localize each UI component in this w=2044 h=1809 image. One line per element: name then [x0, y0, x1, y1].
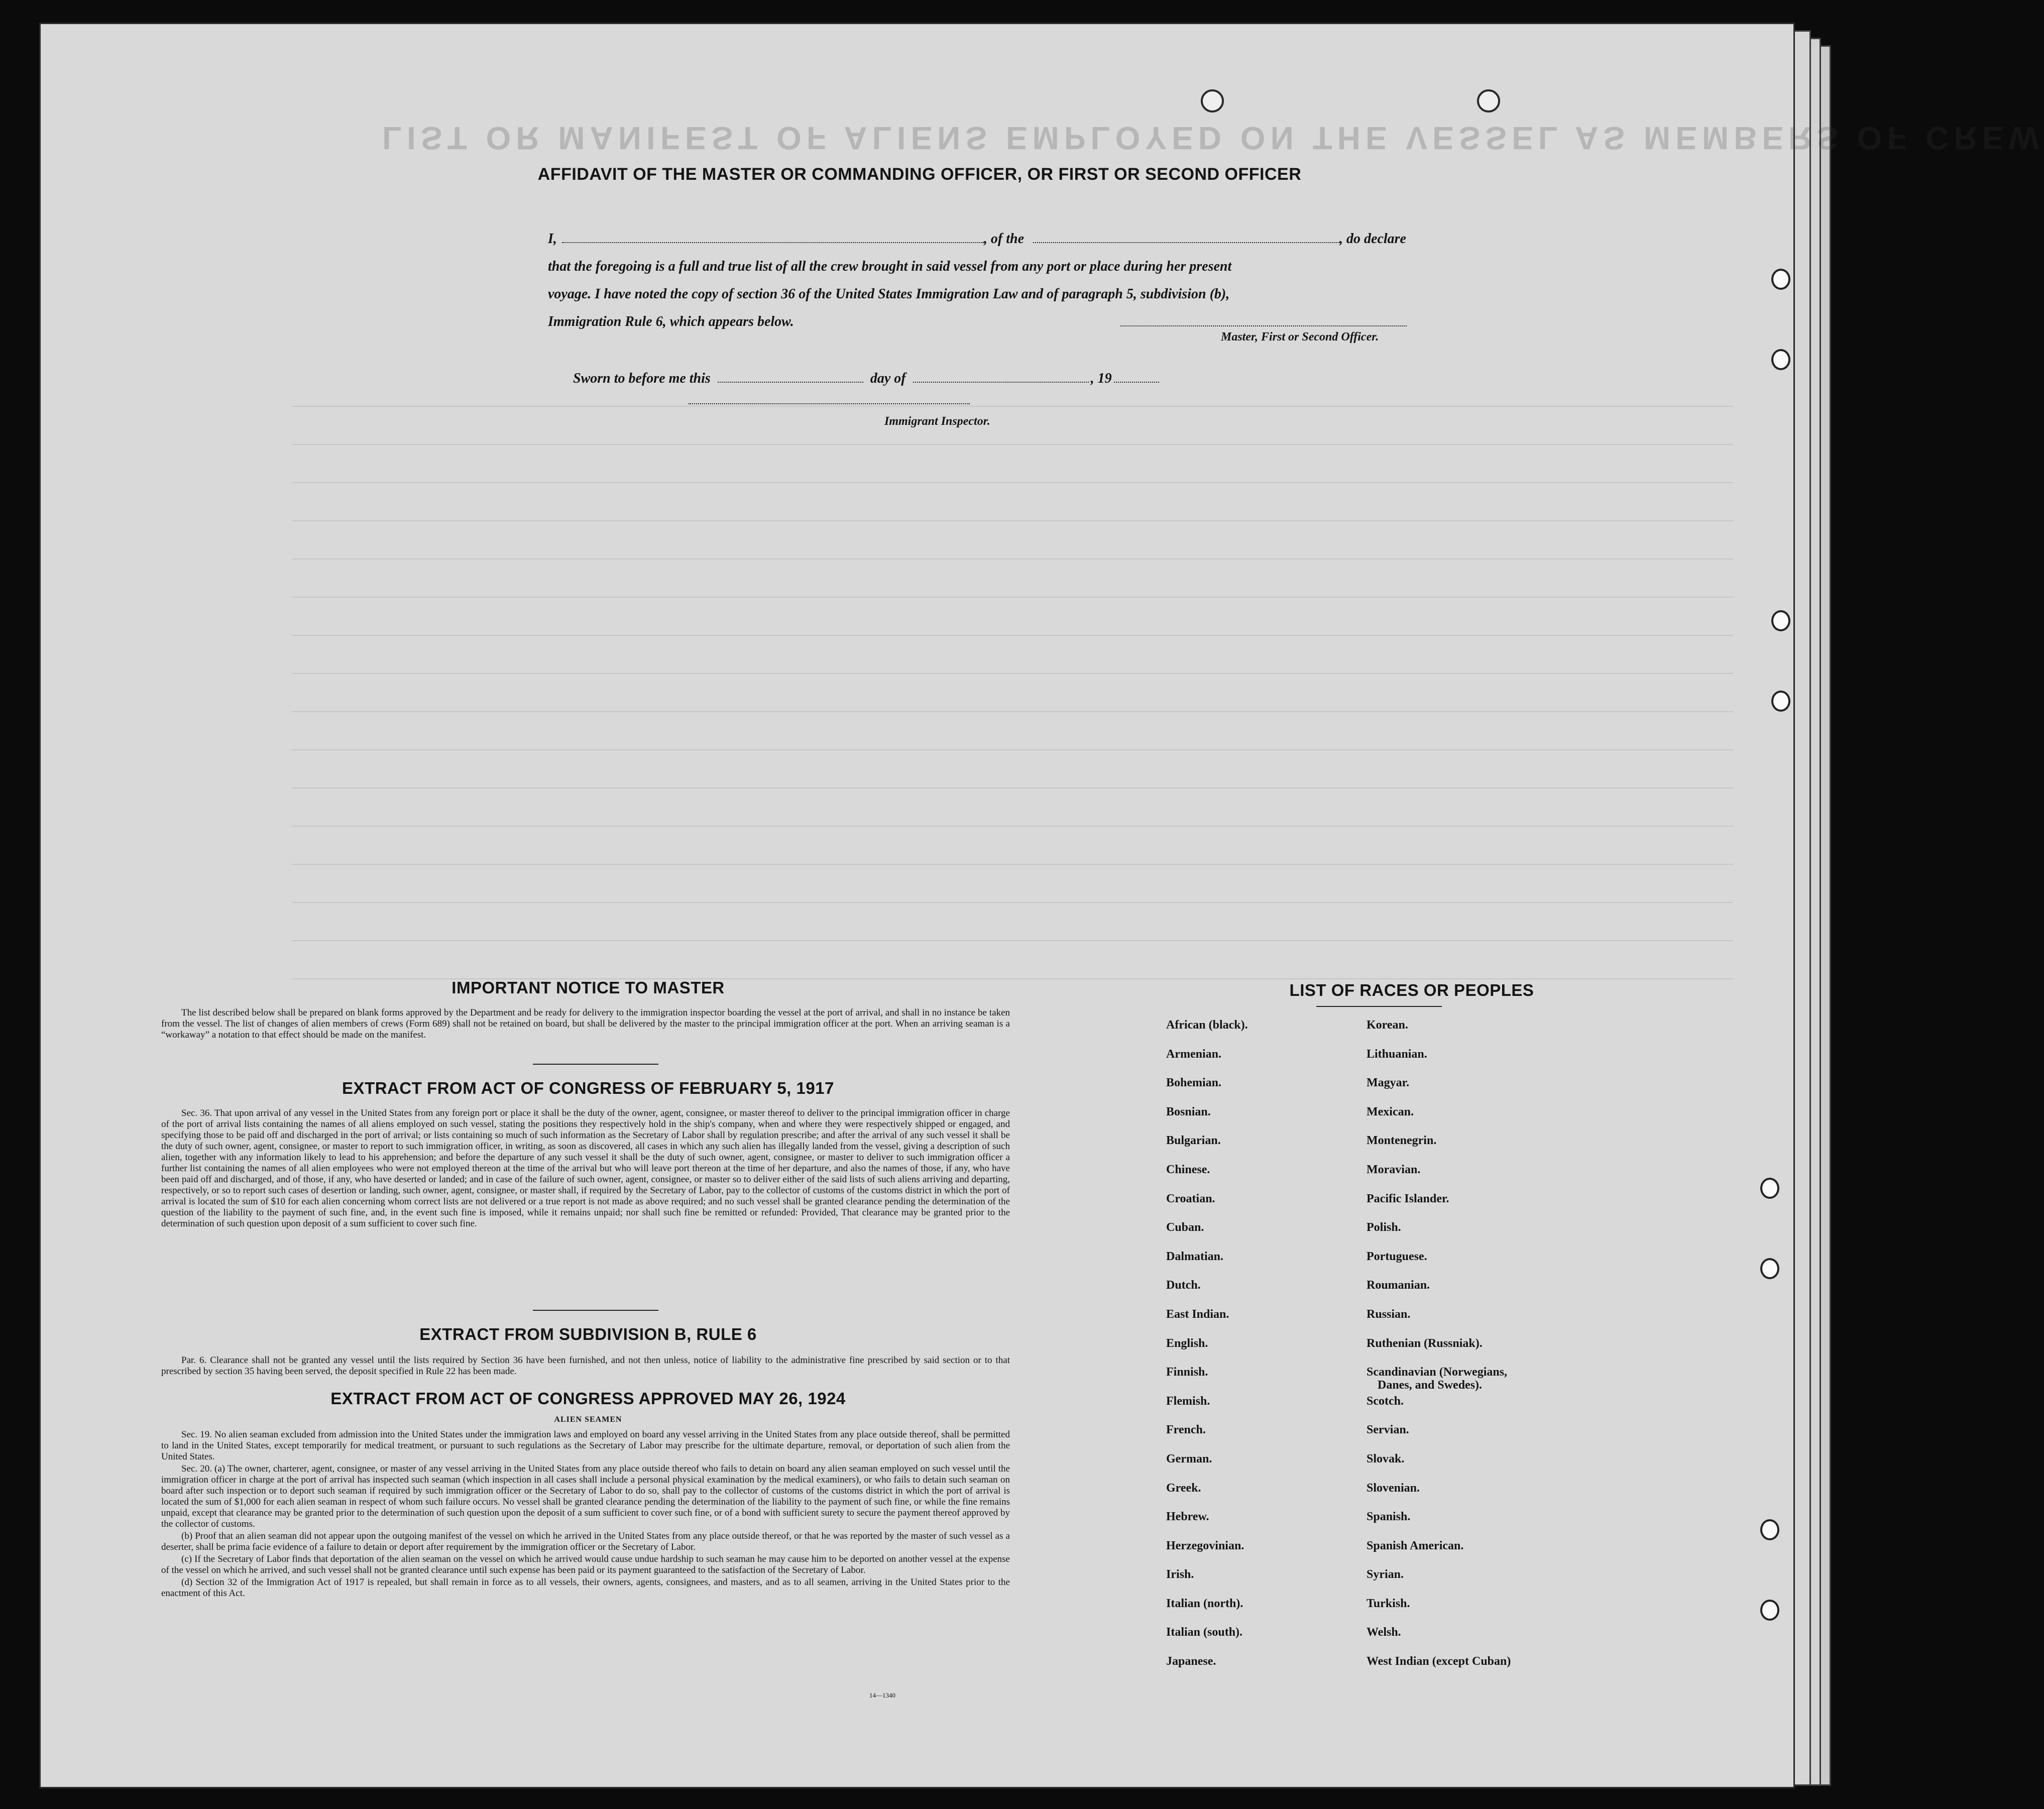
inspector-signature-line[interactable] [689, 403, 970, 404]
extract-1924-paragraph: Sec. 19. No alien seaman excluded from admission into the United States under the immigration laws and employed on board any vessel arriving in the United States from any place outside thereof, shall be permitted to land in the United States, except temporarily for medical treatment, or pursuant to such regulations as the Secretary of Labor may prescribe for the ultimate departure, removal, or deportation of such alien from the United States. [161, 1429, 1010, 1462]
race-item: Russian. [1367, 1307, 1411, 1321]
extract-1917-title: EXTRACT FROM ACT OF CONGRESS OF FEBRUARY 5, 1917 [342, 1079, 834, 1097]
race-item: Roumanian. [1367, 1279, 1430, 1292]
binder-hole [1771, 691, 1790, 712]
race-item: Portuguese. [1367, 1250, 1427, 1263]
bleed-through-row [292, 673, 1733, 674]
race-item: Slovak. [1367, 1452, 1405, 1465]
race-item: Croatian. [1166, 1192, 1215, 1205]
day-of-label: day of [870, 371, 906, 386]
race-item: Lithuanian. [1367, 1047, 1427, 1061]
race-item: Bosnian. [1166, 1105, 1211, 1118]
race-item: Pacific Islander. [1367, 1192, 1449, 1205]
extract-1924-text [161, 1429, 1010, 1600]
race-item: Chinese. [1166, 1163, 1210, 1176]
race-item: Italian (north). [1166, 1597, 1243, 1610]
binder-hole [1760, 1178, 1779, 1199]
race-item: Polish. [1367, 1221, 1401, 1234]
binder-hole [1771, 610, 1790, 631]
race-item: Cuban. [1166, 1221, 1204, 1234]
bleed-through-row [292, 597, 1733, 598]
extract-rule6-text [161, 1355, 1010, 1378]
sworn-year-field[interactable] [1114, 371, 1159, 383]
notice-paragraph: The list described below shall be prepared on blank forms approved by the Department and be ready for delivery to the immigration inspector boarding the vessel at the port of arrival, and shall in no instance be taken from the vessel. The list of changes of alien members of crews (Form 689) shall not be retained on board, but shall be delivered by the master to the principal immigration officer at the port. When an arriving seaman is a “workaway” a notation to that effect should be made on the manifest. [161, 1007, 1010, 1040]
race-item: Magyar. [1367, 1076, 1410, 1090]
bleed-through-row [292, 902, 1733, 903]
inspector-caption: Immigrant Inspector. [884, 415, 990, 428]
race-item: Bohemian. [1166, 1076, 1222, 1090]
notice-title: IMPORTANT NOTICE TO MASTER [451, 978, 725, 997]
race-item: Dalmatian. [1166, 1250, 1223, 1263]
extract-1924-paragraph: Sec. 20. (a) The owner, charterer, agent, consignee, or master of any vessel arriving in the United States from any place outside thereof who fails to detain on board any alien seaman employed on such vessel until the immigration officer in charge at the port of arrival has inspected such seaman (which inspection in all cases shall include a personal physical examination by the medical examiners), or who fails to detain such seaman on board after such inspection or to deport such seaman if required by such immigration officer or the Secretary of Labor to do so, shall pay to the collector of customs of the customs district in which the port of arrival is located the sum of $1,000 for each alien seaman in respect of whom such failure occurs. No vessel shall be granted clearance pending the determination of the liability to the payment of such fine, or while the fine remains unpaid, except that clearance may be granted prior to the determination of such question upon the deposit of a sum sufficient to cover such fine, or of a bond with sufficient surety to secure the payment thereof approved by the collector of customs. [161, 1463, 1010, 1529]
affidavit-of-the: , of the [983, 231, 1025, 247]
race-item: Korean. [1367, 1019, 1408, 1032]
sworn-label: Sworn to before me this [573, 371, 711, 386]
divider [533, 1064, 658, 1065]
punch-hole [1477, 89, 1500, 112]
race-item-line: Danes, and Swedes). [1378, 1379, 1483, 1392]
race-item: Japanese. [1166, 1655, 1216, 1668]
bleed-through-row [292, 864, 1733, 865]
bleed-through-row [292, 787, 1733, 788]
master-name-field[interactable] [562, 231, 984, 243]
race-item: Dutch. [1166, 1279, 1201, 1292]
race-item: East Indian. [1166, 1307, 1229, 1321]
race-item: German. [1166, 1452, 1212, 1465]
bleed-through-heading: LIST OR MANIFEST OF ALIENS EMPLOYED ON THE VESSEL AS MEMBERS OF CREW [382, 120, 2044, 156]
race-item: Montenegrin. [1367, 1134, 1437, 1148]
divider [1316, 1006, 1442, 1007]
race-item-line: Scandinavian (Norwegians, [1367, 1366, 1508, 1379]
bleed-through-row [292, 520, 1733, 521]
races-left-column [1166, 1019, 1248, 1684]
race-item: Scotch. [1367, 1394, 1404, 1408]
sworn-line [573, 371, 1159, 387]
punch-hole [1201, 89, 1224, 112]
race-item: Finnish. [1166, 1366, 1208, 1379]
race-item-multiline [1367, 1366, 1511, 1395]
affidavit-declare: , do declare [1339, 231, 1406, 247]
divider [533, 1310, 658, 1311]
affidavit-line: voyage. I have noted the copy of section 36 of the United States Immigration Law and of paragraph 5, subdivision (b), [548, 286, 1230, 302]
race-item: Turkish. [1367, 1597, 1410, 1610]
bleed-through-row [292, 406, 1733, 407]
extract-1924-title: EXTRACT FROM ACT OF CONGRESS APPROVED MAY 26, 1924 [330, 1389, 846, 1408]
sworn-month-field[interactable] [913, 371, 1089, 383]
race-item: French. [1166, 1423, 1206, 1437]
binder-hole [1760, 1519, 1779, 1540]
affidavit-line: Immigration Rule 6, which appears below. [548, 314, 794, 329]
race-item: Spanish. [1367, 1510, 1411, 1524]
bleed-through-row [292, 940, 1733, 941]
bleed-through-row [292, 826, 1733, 827]
form-number: 14—1340 [869, 1691, 895, 1699]
notice-text [161, 1007, 1010, 1042]
race-item: Italian (south). [1166, 1626, 1243, 1639]
race-item: English. [1166, 1336, 1208, 1350]
affidavit-line: that the foregoing is a full and true list of all the crew brought in said vessel from any port or place during her present [548, 259, 1232, 274]
race-item: Bulgarian. [1166, 1134, 1221, 1148]
race-item: Greek. [1166, 1481, 1201, 1495]
document-page [39, 23, 2044, 1788]
extract-1917-text [161, 1108, 1010, 1230]
affidavit-body [548, 225, 1497, 335]
race-item: Herzegovinian. [1166, 1539, 1244, 1552]
binder-hole [1771, 349, 1790, 370]
race-item: Mexican. [1367, 1105, 1414, 1118]
race-item: Spanish American. [1367, 1539, 1464, 1552]
races-title: LIST OF RACES OR PEOPLES [1289, 981, 1534, 999]
binder-hole [1771, 269, 1790, 290]
extract-1917-paragraph: Sec. 36. That upon arrival of any vessel in the United States from any foreign port or place it shall be the duty of the owner, agent, consignee, or master thereof to deliver to the principal immigration officer in charge of the port of arrival lists containing the names of all aliens employed on such vessel, stating the positions they respectively hold in the ship's company, when and where they were respectively shipped or engaged, and specifying those to be paid off and discharged in the port of arrival; or lists containing so much of such information as the Secretary of Labor shall by regulation prescribe; and after the arrival of any such vessel it shall be the duty of such owner, agent, consignee, or master to report to such immigration officer, in writing, as soon as discovered, all cases in which any such alien has illegally landed from the vessel, giving a description of such alien, together with any information likely to lead to his apprehension; and before the departure of any such vessel it shall be the duty of such owner, agent, consignee, or master to deliver to such immigration officer a further list containing the names of all alien employees who were not employed thereon at the time of the arrival but who will leave port thereon at the time of her departure, and also the names of those, if any, who have been paid off and discharged, and of those, if any, who have deserted or landed; and in case of the failure of such owner, agent, consignee, or master so to deliver either of the said lists of such aliens arriving and departing, respectively, or so to report such cases of desertion or landing, such owner, agent, consignee, or master shall, if required by the Secretary of Labor, pay to the collector of customs of the customs district in which the port of arrival is located the sum of $10 for each alien concerning whom correct lists are not delivered or a true report is not made as above required; and no such vessel shall be granted clearance pending the determination of the question of the liability to the payment of such fine, and, in the event such fine is imposed, while it remains unpaid; nor shall such fine be remitted or refunded: Provided, That clearance may be granted prior to the determination of such question upon deposit of a sum sufficient to cover such fine. [161, 1108, 1010, 1229]
extract-rule6-title: EXTRACT FROM SUBDIVISION B, RULE 6 [419, 1325, 757, 1343]
race-item: Armenian. [1166, 1047, 1221, 1061]
bleed-through-row [292, 749, 1733, 750]
master-caption: Master, First or Second Officer. [1221, 330, 1379, 344]
bleed-through-row [292, 558, 1733, 559]
affidavit-title: AFFIDAVIT OF THE MASTER OR COMMANDING OFFICER, OR FIRST OR SECOND OFFICER [537, 165, 1302, 184]
binder-hole [1760, 1258, 1779, 1279]
race-item: African (black). [1166, 1019, 1248, 1032]
race-item: Ruthenian (Russniak). [1367, 1336, 1483, 1350]
extract-rule6-paragraph: Par. 6. Clearance shall not be granted any vessel until the lists required by Section 36 have been furnished, and not then unless, notice of liability to the administrative fine prescribed by said section or to that prescribed by section 35 having been served, the deposit specified in Rule 22 has been made. [161, 1355, 1010, 1377]
bleed-through-row [292, 482, 1733, 483]
bleed-through-row [292, 635, 1733, 636]
alien-seamen-subtitle: ALIEN SEAMEN [554, 1415, 622, 1424]
affidavit-i: I, [548, 231, 557, 247]
extract-1924-paragraph: (d) Section 32 of the Immigration Act of 1917 is repealed, but shall remain in force as to all vessels, their owners, agents, consignees, and masters, and as to all seamen, arriving in the United States prior to the enactment of this Act. [161, 1577, 1010, 1599]
master-signature-line[interactable] [1120, 325, 1407, 326]
vessel-name-field[interactable] [1033, 231, 1339, 243]
race-item: Irish. [1166, 1568, 1194, 1581]
bleed-through-row [292, 711, 1733, 712]
sworn-day-field[interactable] [718, 371, 863, 383]
race-item: Welsh. [1367, 1626, 1401, 1639]
year-label: , 19 [1090, 371, 1112, 386]
race-item: West Indian (except Cuban) [1367, 1655, 1511, 1668]
race-item: Slovenian. [1367, 1481, 1420, 1495]
bleed-through-row [292, 444, 1733, 445]
binder-hole [1760, 1600, 1779, 1621]
race-item: Hebrew. [1166, 1510, 1209, 1524]
race-item: Servian. [1367, 1423, 1409, 1437]
races-right-column [1367, 1019, 1511, 1684]
extract-1924-paragraph: (b) Proof that an alien seaman did not appear upon the outgoing manifest of the vessel on which he arrived in the United States from any place outside thereof, or that he was reported by the master of such vessel as a deserter, shall be prima facie evidence of a failure to detain or deport after requirement by the immigration officer or the Secretary of Labor. [161, 1531, 1010, 1552]
extract-1924-paragraph: (c) If the Secretary of Labor finds that deportation of the alien seaman on the vessel on which he arrived would cause undue hardship to such seaman he may cause him to be deported on another vessel at the expense of the vessel on which he arrived, and such vessel shall not be granted clearance until such expense has been paid or its payment guaranteed to the satisfaction of the Secretary of Labor. [161, 1554, 1010, 1575]
race-item: Flemish. [1166, 1394, 1210, 1408]
race-item: Moravian. [1367, 1163, 1421, 1176]
race-item: Syrian. [1367, 1568, 1404, 1581]
